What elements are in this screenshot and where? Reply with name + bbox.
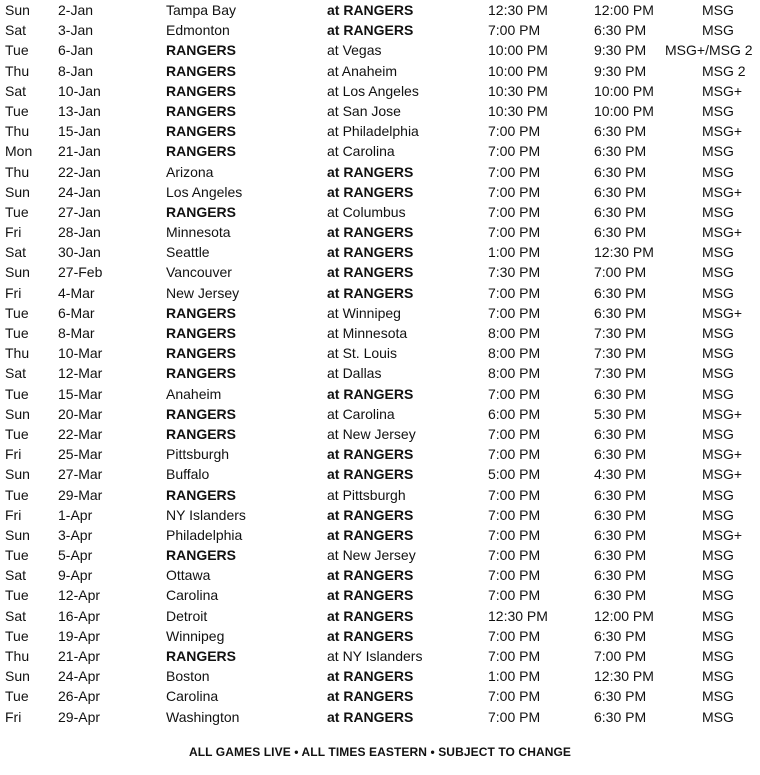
- game-time: 10:00 PM: [488, 42, 548, 59]
- game-tv-time: 6:30 PM: [594, 526, 647, 543]
- game-location: at Philadelphia: [327, 123, 419, 140]
- game-team: Winnipeg: [166, 627, 225, 644]
- game-tv-time: 6:30 PM: [594, 708, 647, 725]
- game-tv-time: 12:00 PM: [594, 2, 654, 18]
- game-day: Sat: [5, 82, 27, 99]
- game-location: at Carolina: [327, 405, 395, 422]
- game-time: 7:00 PM: [488, 648, 541, 664]
- game-day: Thu: [5, 123, 30, 140]
- game-day: Tue: [5, 627, 29, 644]
- game-location: at RANGERS: [327, 385, 414, 402]
- table-row: [0, 363, 760, 383]
- game-time: 7:00 PM: [488, 708, 541, 725]
- game-tv-time: 6:30 PM: [594, 385, 647, 402]
- table-row: [0, 61, 760, 81]
- game-date: 8-Mar: [58, 325, 95, 341]
- game-date: 2-Jan: [58, 2, 94, 18]
- game-network: MSG+: [702, 123, 743, 140]
- game-date: 15-Jan: [58, 123, 101, 140]
- game-tv-time: 5:30 PM: [594, 405, 647, 422]
- game-tv-time: 7:00 PM: [594, 648, 647, 664]
- game-location: at RANGERS: [327, 587, 414, 604]
- game-date: 10-Jan: [58, 82, 101, 99]
- game-team: RANGERS: [166, 102, 237, 119]
- game-network: MSG: [702, 325, 734, 341]
- table-row: [0, 485, 760, 505]
- game-day: Sun: [5, 466, 30, 483]
- game-location: at RANGERS: [327, 688, 414, 705]
- table-row: [0, 424, 760, 444]
- table-row: [0, 505, 760, 525]
- game-time: 7:00 PM: [488, 688, 541, 705]
- schedule-footer-note: ALL GAMES LIVE • ALL TIMES EASTERN • SUBJECT TO CHANGE: [188, 745, 572, 759]
- game-network: MSG: [702, 547, 734, 564]
- game-time: 1:00 PM: [488, 668, 541, 685]
- game-date: 25-Mar: [58, 446, 103, 463]
- game-team: RANGERS: [166, 325, 237, 341]
- game-date: 27-Mar: [58, 466, 103, 483]
- game-day: Sun: [5, 183, 30, 200]
- table-row: [0, 323, 760, 343]
- game-date: 5-Apr: [58, 547, 93, 564]
- table-row: [0, 162, 760, 182]
- game-location: at RANGERS: [327, 2, 414, 18]
- game-network: MSG: [702, 587, 734, 604]
- table-row: [0, 202, 760, 222]
- game-day: Fri: [5, 284, 22, 301]
- game-date: 1-Apr: [58, 506, 93, 523]
- game-time: 7:00 PM: [488, 22, 541, 39]
- table-row: [0, 384, 760, 404]
- game-day: Sun: [5, 264, 30, 281]
- game-network: MSG: [702, 22, 734, 39]
- game-date: 8-Jan: [58, 62, 94, 79]
- game-date: 3-Jan: [58, 22, 94, 39]
- game-location: at Minnesota: [327, 325, 408, 341]
- game-location: at New Jersey: [327, 547, 416, 564]
- game-team: RANGERS: [166, 304, 237, 321]
- table-row: [0, 121, 760, 141]
- game-team: RANGERS: [166, 345, 237, 362]
- game-network: MSG: [702, 486, 734, 503]
- game-time: 7:00 PM: [488, 526, 541, 543]
- game-day: Sun: [5, 668, 30, 685]
- game-date: 22-Jan: [58, 163, 101, 180]
- game-network: MSG: [702, 506, 734, 523]
- game-network: MSG: [702, 284, 734, 301]
- game-day: Sun: [5, 2, 30, 18]
- table-row: [0, 525, 760, 545]
- game-team: Carolina: [166, 688, 219, 705]
- game-day: Tue: [5, 304, 29, 321]
- game-time: 5:00 PM: [488, 466, 541, 483]
- game-location: at New Jersey: [327, 425, 416, 442]
- game-tv-time: 6:30 PM: [594, 143, 647, 160]
- game-location: at Winnipeg: [327, 304, 401, 321]
- game-network: MSG: [702, 688, 734, 705]
- game-tv-time: 6:30 PM: [594, 203, 647, 220]
- game-time: 7:00 PM: [488, 446, 541, 463]
- game-day: Sat: [5, 244, 27, 261]
- game-team: Washington: [166, 708, 240, 725]
- game-network: MSG: [702, 648, 734, 664]
- game-date: 13-Jan: [58, 102, 101, 119]
- table-row: [0, 404, 760, 424]
- game-date: 24-Apr: [58, 668, 101, 685]
- game-tv-time: 12:30 PM: [594, 668, 654, 685]
- table-row: [0, 141, 760, 161]
- game-network: MSG+: [702, 446, 743, 463]
- game-time: 7:00 PM: [488, 304, 541, 321]
- game-location: at RANGERS: [327, 244, 414, 261]
- table-row: [0, 283, 760, 303]
- game-day: Fri: [5, 506, 22, 523]
- game-location: at San Jose: [327, 102, 401, 119]
- game-tv-time: 6:30 PM: [594, 425, 647, 442]
- game-date: 12-Mar: [58, 365, 103, 382]
- game-location: at St. Louis: [327, 345, 398, 362]
- game-team: Buffalo: [166, 466, 210, 483]
- game-network: MSG: [702, 425, 734, 442]
- game-team: RANGERS: [166, 82, 237, 99]
- game-location: at Columbus: [327, 203, 406, 220]
- game-tv-time: 10:00 PM: [594, 102, 654, 119]
- game-location: at Vegas: [327, 42, 382, 59]
- game-team: RANGERS: [166, 648, 237, 664]
- game-date: 27-Feb: [58, 264, 103, 281]
- game-time: 1:00 PM: [488, 244, 541, 261]
- game-tv-time: 6:30 PM: [594, 183, 647, 200]
- table-row: [0, 585, 760, 605]
- game-location: at NY Islanders: [327, 648, 423, 664]
- game-team: Boston: [166, 668, 210, 685]
- game-team: NY Islanders: [166, 506, 246, 523]
- game-tv-time: 6:30 PM: [594, 506, 647, 523]
- game-network: MSG+: [702, 304, 743, 321]
- table-row: [0, 242, 760, 262]
- game-time: 7:00 PM: [488, 224, 541, 241]
- game-tv-time: 4:30 PM: [594, 466, 647, 483]
- game-tv-time: 6:30 PM: [594, 123, 647, 140]
- game-network: MSG: [702, 102, 734, 119]
- game-time: 12:30 PM: [488, 607, 548, 624]
- game-tv-time: 6:30 PM: [594, 163, 647, 180]
- table-row: [0, 626, 760, 646]
- game-time: 6:00 PM: [488, 405, 541, 422]
- game-network: MSG: [702, 2, 734, 18]
- game-time: 7:00 PM: [488, 123, 541, 140]
- game-day: Sat: [5, 365, 27, 382]
- game-time: 10:00 PM: [488, 62, 548, 79]
- table-row: [0, 707, 760, 727]
- game-team: Los Angeles: [166, 183, 243, 200]
- game-location: at RANGERS: [327, 607, 414, 624]
- game-tv-time: 10:00 PM: [594, 82, 654, 99]
- game-day: Sat: [5, 22, 27, 39]
- game-date: 21-Apr: [58, 648, 101, 664]
- game-tv-time: 12:30 PM: [594, 244, 654, 261]
- game-time: 7:00 PM: [488, 284, 541, 301]
- game-date: 24-Jan: [58, 183, 101, 200]
- game-day: Fri: [5, 708, 22, 725]
- game-location: at RANGERS: [327, 526, 414, 543]
- game-team: Tampa Bay: [166, 2, 237, 18]
- game-time: 10:30 PM: [488, 82, 548, 99]
- game-location: at Carolina: [327, 143, 395, 160]
- game-time: 7:00 PM: [488, 587, 541, 604]
- game-tv-time: 6:30 PM: [594, 22, 647, 39]
- game-date: 29-Apr: [58, 708, 101, 725]
- game-time: 7:00 PM: [488, 486, 541, 503]
- game-team: Ottawa: [166, 567, 211, 584]
- game-date: 27-Jan: [58, 203, 101, 220]
- game-tv-time: 7:00 PM: [594, 264, 647, 281]
- table-row: [0, 565, 760, 585]
- game-network: MSG 2: [702, 62, 746, 79]
- game-date: 19-Apr: [58, 627, 101, 644]
- game-time: 7:00 PM: [488, 163, 541, 180]
- game-tv-time: 6:30 PM: [594, 224, 647, 241]
- game-team: RANGERS: [166, 547, 237, 564]
- game-team: RANGERS: [166, 425, 237, 442]
- game-team: New Jersey: [166, 284, 240, 301]
- game-network: MSG: [702, 143, 734, 160]
- table-row: [0, 101, 760, 121]
- game-tv-time: 6:30 PM: [594, 688, 647, 705]
- game-date: 15-Mar: [58, 385, 103, 402]
- game-date: 6-Mar: [58, 304, 95, 321]
- game-network: MSG: [702, 567, 734, 584]
- game-network: MSG: [702, 244, 734, 261]
- game-day: Fri: [5, 224, 22, 241]
- game-time: 8:00 PM: [488, 325, 541, 341]
- game-network: MSG: [702, 163, 734, 180]
- game-day: Sat: [5, 567, 27, 584]
- table-row: [0, 343, 760, 363]
- game-team: RANGERS: [166, 405, 237, 422]
- game-day: Tue: [5, 425, 29, 442]
- table-row: [0, 666, 760, 686]
- game-location: at RANGERS: [327, 567, 414, 584]
- game-location: at Los Angeles: [327, 82, 419, 99]
- game-location: at RANGERS: [327, 627, 414, 644]
- game-time: 7:00 PM: [488, 506, 541, 523]
- table-row: [0, 262, 760, 282]
- game-network: MSG+: [702, 405, 743, 422]
- game-network: MSG+/MSG 2: [665, 42, 753, 59]
- game-day: Tue: [5, 42, 29, 59]
- game-network: MSG+: [702, 466, 743, 483]
- game-time: 7:00 PM: [488, 627, 541, 644]
- game-date: 30-Jan: [58, 244, 101, 261]
- game-team: RANGERS: [166, 123, 237, 140]
- game-date: 6-Jan: [58, 42, 94, 59]
- table-row: [0, 0, 760, 20]
- game-time: 7:00 PM: [488, 385, 541, 402]
- game-date: 21-Jan: [58, 143, 101, 160]
- game-date: 10-Mar: [58, 345, 103, 362]
- game-team: Pittsburgh: [166, 446, 230, 463]
- game-location: at Pittsburgh: [327, 486, 406, 503]
- game-network: MSG: [702, 668, 734, 685]
- table-row: [0, 545, 760, 565]
- game-tv-time: 12:00 PM: [594, 607, 654, 624]
- game-day: Tue: [5, 587, 29, 604]
- game-network: MSG: [702, 708, 734, 725]
- game-time: 7:00 PM: [488, 183, 541, 200]
- game-location: at RANGERS: [327, 446, 414, 463]
- table-row: [0, 40, 760, 60]
- game-network: MSG+: [702, 183, 743, 200]
- game-network: MSG+: [702, 526, 743, 543]
- game-date: 4-Mar: [58, 284, 95, 301]
- game-tv-time: 6:30 PM: [594, 284, 647, 301]
- game-location: at RANGERS: [327, 264, 414, 281]
- game-team: Carolina: [166, 587, 219, 604]
- game-date: 26-Apr: [58, 688, 101, 705]
- game-team: Arizona: [166, 163, 214, 180]
- game-location: at RANGERS: [327, 284, 414, 301]
- table-row: [0, 182, 760, 202]
- game-day: Sun: [5, 405, 30, 422]
- game-day: Tue: [5, 203, 29, 220]
- game-tv-time: 6:30 PM: [594, 486, 647, 503]
- game-day: Fri: [5, 446, 22, 463]
- game-day: Tue: [5, 688, 29, 705]
- game-tv-time: 6:30 PM: [594, 627, 647, 644]
- game-date: 12-Apr: [58, 587, 101, 604]
- game-date: 9-Apr: [58, 567, 93, 584]
- table-row: [0, 81, 760, 101]
- game-location: at RANGERS: [327, 183, 414, 200]
- game-tv-time: 6:30 PM: [594, 547, 647, 564]
- game-day: Thu: [5, 163, 30, 180]
- game-tv-time: 6:30 PM: [594, 304, 647, 321]
- table-row: [0, 646, 760, 666]
- game-team: Minnesota: [166, 224, 231, 241]
- game-team: Edmonton: [166, 22, 230, 39]
- game-team: Detroit: [166, 607, 208, 624]
- game-time: 7:30 PM: [488, 264, 541, 281]
- table-row: [0, 444, 760, 464]
- game-team: Anaheim: [166, 385, 222, 402]
- game-team: RANGERS: [166, 42, 237, 59]
- game-time: 12:30 PM: [488, 2, 548, 18]
- game-day: Tue: [5, 325, 29, 341]
- game-location: at RANGERS: [327, 163, 414, 180]
- game-team: RANGERS: [166, 365, 237, 382]
- game-tv-time: 9:30 PM: [594, 62, 647, 79]
- game-date: 22-Mar: [58, 425, 103, 442]
- game-team: Seattle: [166, 244, 210, 261]
- game-location: at RANGERS: [327, 708, 414, 725]
- game-date: 3-Apr: [58, 526, 93, 543]
- game-network: MSG: [702, 385, 734, 402]
- game-tv-time: 7:30 PM: [594, 325, 647, 341]
- game-team: RANGERS: [166, 143, 237, 160]
- game-time: 7:00 PM: [488, 143, 541, 160]
- game-network: MSG: [702, 365, 734, 382]
- game-date: 28-Jan: [58, 224, 101, 241]
- game-network: MSG: [702, 345, 734, 362]
- game-day: Thu: [5, 62, 30, 79]
- game-time: 10:30 PM: [488, 102, 548, 119]
- game-date: 29-Mar: [58, 486, 103, 503]
- game-location: at RANGERS: [327, 22, 414, 39]
- game-location: at Anaheim: [327, 62, 398, 79]
- game-time: 8:00 PM: [488, 365, 541, 382]
- table-row: [0, 303, 760, 323]
- game-tv-time: 6:30 PM: [594, 567, 647, 584]
- table-row: [0, 686, 760, 706]
- game-team: RANGERS: [166, 486, 237, 503]
- game-team: Vancouver: [166, 264, 232, 281]
- game-team: RANGERS: [166, 62, 237, 79]
- game-location: at RANGERS: [327, 506, 414, 523]
- game-network: MSG+: [702, 82, 743, 99]
- game-location: at RANGERS: [327, 224, 414, 241]
- game-time: 7:00 PM: [488, 203, 541, 220]
- game-time: 7:00 PM: [488, 425, 541, 442]
- game-tv-time: 6:30 PM: [594, 446, 647, 463]
- game-network: MSG+: [702, 224, 743, 241]
- game-day: Tue: [5, 547, 29, 564]
- game-tv-time: 6:30 PM: [594, 587, 647, 604]
- table-row: [0, 606, 760, 626]
- game-location: at RANGERS: [327, 466, 414, 483]
- game-day: Thu: [5, 345, 30, 362]
- game-team: RANGERS: [166, 203, 237, 220]
- game-team: Philadelphia: [166, 526, 243, 543]
- game-time: 8:00 PM: [488, 345, 541, 362]
- game-day: Sun: [5, 526, 30, 543]
- table-row: [0, 222, 760, 242]
- game-date: 16-Apr: [58, 607, 101, 624]
- game-day: Thu: [5, 648, 30, 664]
- game-day: Sat: [5, 607, 27, 624]
- game-network: MSG: [702, 627, 734, 644]
- game-time: 7:00 PM: [488, 567, 541, 584]
- game-network: MSG: [702, 607, 734, 624]
- table-row: [0, 464, 760, 484]
- game-day: Tue: [5, 385, 29, 402]
- table-row: [0, 20, 760, 40]
- game-date: 20-Mar: [58, 405, 103, 422]
- game-location: at Dallas: [327, 365, 382, 382]
- game-network: MSG: [702, 264, 734, 281]
- game-day: Mon: [5, 143, 33, 160]
- game-tv-time: 9:30 PM: [594, 42, 647, 59]
- game-day: Tue: [5, 102, 29, 119]
- game-time: 7:00 PM: [488, 547, 541, 564]
- game-tv-time: 7:30 PM: [594, 365, 647, 382]
- game-location: at RANGERS: [327, 668, 414, 685]
- game-network: MSG: [702, 203, 734, 220]
- game-day: Tue: [5, 486, 29, 503]
- game-tv-time: 7:30 PM: [594, 345, 647, 362]
